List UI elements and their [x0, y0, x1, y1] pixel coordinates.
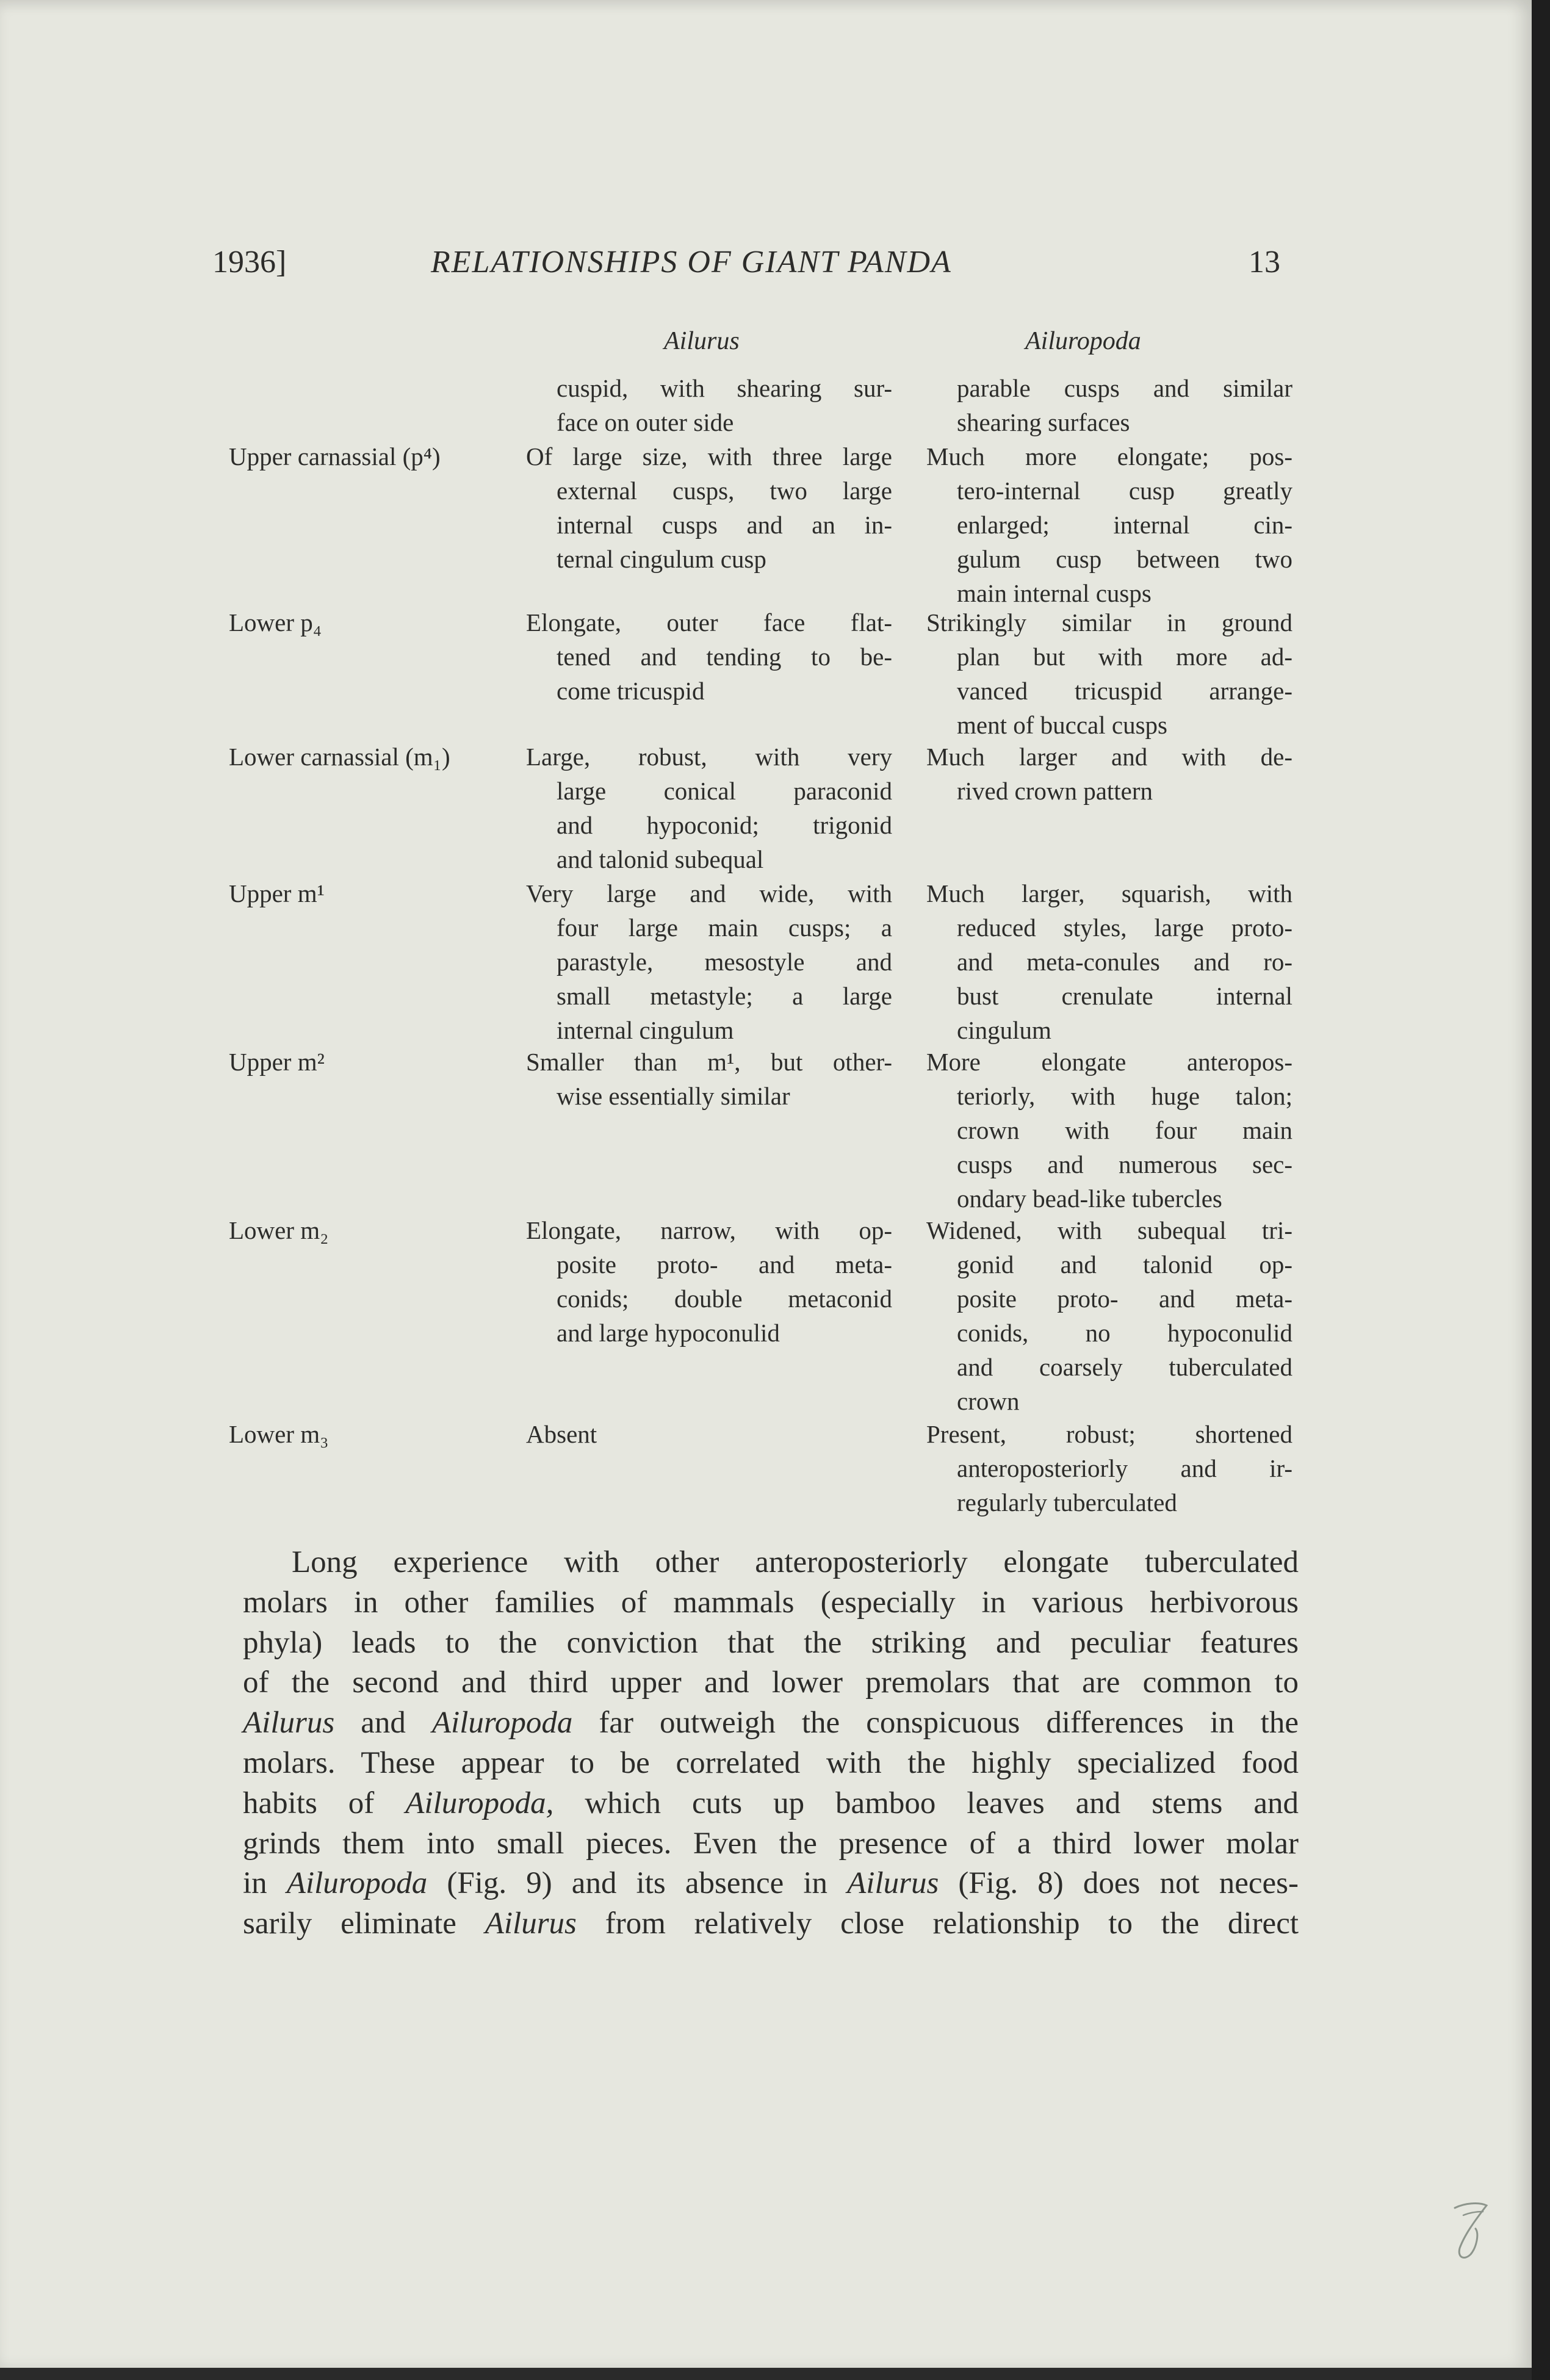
text-run: (Fig. 8) does not neces- [939, 1866, 1299, 1901]
column-heading-ailurus: Ailurus [664, 327, 740, 355]
ailuropoda-cell [926, 439, 1292, 610]
cell-line: posite proto- and meta- [957, 1285, 1292, 1313]
paragraph-line [243, 1864, 1299, 1904]
cell-line: cusps and numerous sec- [957, 1150, 1292, 1178]
taxon-name: Ailuropoda, [405, 1786, 554, 1820]
row-label: Lower p₄ [229, 608, 322, 636]
cell-line: come tricuspid [557, 677, 705, 705]
paragraph-line: molars in other families of mammals (especially in various herbivorous [243, 1585, 1299, 1620]
taxon-name: Ailuropoda [286, 1866, 428, 1901]
cell-line: parable cusps and similar [957, 374, 1292, 402]
ailurus-cell [526, 740, 892, 876]
cell-line: ment of buccal cusps [957, 711, 1167, 739]
paragraph-line: Long experience with other anteroposteriorly elongate tuberculated [292, 1545, 1299, 1579]
cell-line: Much larger, squarish, with [926, 879, 1292, 907]
body-paragraph [243, 1543, 1299, 1944]
text-run: in [243, 1866, 287, 1901]
ailuropoda-cell [926, 1045, 1292, 1216]
text-run: (Fig. 9) and its absence in [427, 1866, 848, 1901]
cell-line: posite proto- and meta- [557, 1250, 892, 1278]
cell-line: wise essentially similar [557, 1082, 790, 1110]
cell-line: cuspid, with shearing sur- [557, 374, 892, 402]
running-header [0, 244, 1532, 287]
ailuropoda-cell [926, 605, 1292, 742]
cell-line: Of large size, with three large [526, 442, 892, 471]
row-label: Upper carnassial (p⁴) [229, 442, 441, 471]
cell-line: internal cingulum [557, 1016, 734, 1044]
cell-line: small metastyle; a large [557, 982, 892, 1010]
cell-line: Absent [526, 1420, 597, 1448]
cell-line: tero-internal cusp greatly [957, 477, 1292, 505]
ailurus-cell [526, 1045, 892, 1113]
paragraph-line: phyla) leads to the conviction that the striking and peculiar features [243, 1625, 1299, 1660]
paragraph-line [243, 1904, 1299, 1944]
cell-line: face on outer side [557, 408, 734, 436]
taxon-name: Ailurus [847, 1866, 939, 1901]
paragraph-line: of the second and third upper and lower premolars that are common to [243, 1665, 1299, 1700]
cell-line: bust crenulate internal [957, 982, 1292, 1010]
cell-line: crown [957, 1387, 1020, 1415]
cell-line: conids, no hypoconulid [957, 1319, 1292, 1347]
cell-line: tened and tending to be- [557, 643, 892, 671]
cell-line: Much more elongate; pos- [926, 442, 1292, 471]
cell-line: and large hypoconulid [557, 1319, 780, 1347]
ailurus-cell [526, 605, 892, 708]
cell-line: anteroposteriorly and ir- [957, 1454, 1292, 1482]
cell-line: and talonid subequal [557, 845, 764, 873]
cell-line: regularly tuberculated [957, 1488, 1177, 1516]
pencil-mark-icon [1446, 2197, 1495, 2270]
ailurus-cell [526, 439, 892, 576]
text-run: and [334, 1706, 432, 1740]
ailurus-cell [526, 1213, 892, 1350]
row-label: Upper m¹ [229, 879, 325, 907]
taxon-name: Ailuropoda [431, 1706, 573, 1740]
row-label: Lower m₂ [229, 1216, 329, 1244]
paragraph-line [243, 1784, 1299, 1824]
cell-line: Very large and wide, with [526, 879, 892, 907]
cell-line: external cusps, two large [557, 477, 892, 505]
cell-line: rived crown pattern [957, 777, 1153, 805]
cell-line: Widened, with subequal tri- [926, 1216, 1292, 1244]
ailurus-cell [526, 371, 892, 439]
text-run: habits of [243, 1786, 406, 1820]
cell-line: Large, robust, with very [526, 743, 892, 771]
cell-line: shearing surfaces [957, 408, 1130, 436]
cell-line: and meta-conules and ro- [957, 948, 1292, 976]
text-run: sarily eliminate [243, 1906, 485, 1941]
cell-line: gonid and talonid op- [957, 1250, 1292, 1278]
scan-edge [1532, 0, 1550, 2380]
taxon-name: Ailurus [243, 1706, 335, 1740]
cell-line: Elongate, narrow, with op- [526, 1216, 892, 1244]
cell-line: enlarged; internal cin- [957, 511, 1292, 539]
ailuropoda-cell [926, 876, 1292, 1047]
header-year: 1936] [212, 245, 287, 279]
cell-line: four large main cusps; a [557, 914, 892, 942]
cell-line: Much larger and with de- [926, 743, 1292, 771]
paragraph-line: molars. These appear to be correlated with the highly specialized food [243, 1745, 1299, 1780]
row-label: Lower m₃ [229, 1420, 329, 1448]
cell-line: gulum cusp between two [957, 545, 1292, 573]
text-run: far outweigh the conspicuous differences in the [572, 1706, 1299, 1740]
row-label: Lower carnassial (m₁) [229, 743, 450, 771]
cell-line: Strikingly similar in ground [926, 608, 1292, 636]
ailuropoda-cell [926, 1417, 1292, 1520]
cell-line: teriorly, with huge talon; [957, 1082, 1292, 1110]
cell-line: Present, robust; shortened [926, 1420, 1292, 1448]
cell-line: ondary bead-like tubercles [957, 1185, 1222, 1213]
cell-line: parastyle, mesostyle and [557, 948, 892, 976]
cell-line: reduced styles, large proto- [957, 914, 1292, 942]
cell-line: ternal cingulum cusp [557, 545, 766, 573]
cell-line: main internal cusps [957, 579, 1152, 607]
header-title: RELATIONSHIPS OF GIANT PANDA [431, 245, 952, 279]
cell-line: Elongate, outer face flat- [526, 608, 892, 636]
text-run: which cuts up bamboo leaves and stems and [553, 1786, 1299, 1820]
ailuropoda-cell [926, 1213, 1292, 1418]
column-heading-ailuropoda: Ailuropoda [1025, 327, 1141, 355]
ailuropoda-cell [926, 371, 1292, 439]
text-run: from relatively close relationship to the direct [576, 1906, 1299, 1941]
ailurus-cell [526, 876, 892, 1047]
paragraph-line [243, 1703, 1299, 1744]
cell-line: Smaller than m¹, but other- [526, 1048, 892, 1076]
ailurus-cell [526, 1417, 892, 1451]
cell-line: conids; double metaconid [557, 1285, 892, 1313]
cell-line: internal cusps and an in- [557, 511, 892, 539]
row-label: Upper m² [229, 1048, 325, 1076]
cell-line: and hypoconid; trigonid [557, 811, 892, 839]
cell-line: large conical paraconid [557, 777, 892, 805]
cell-line: vanced tricuspid arrange- [957, 677, 1292, 705]
page-number: 13 [1249, 245, 1280, 279]
cell-line: More elongate anteropos- [926, 1048, 1292, 1076]
cell-line: plan but with more ad- [957, 643, 1292, 671]
ailuropoda-cell [926, 740, 1292, 808]
cell-line: crown with four main [957, 1116, 1292, 1144]
paragraph-line: grinds them into small pieces. Even the presence of a third lower molar [243, 1826, 1299, 1861]
cell-line: and coarsely tuberculated [957, 1353, 1292, 1381]
cell-line: cingulum [957, 1016, 1051, 1044]
taxon-name: Ailurus [485, 1906, 577, 1941]
